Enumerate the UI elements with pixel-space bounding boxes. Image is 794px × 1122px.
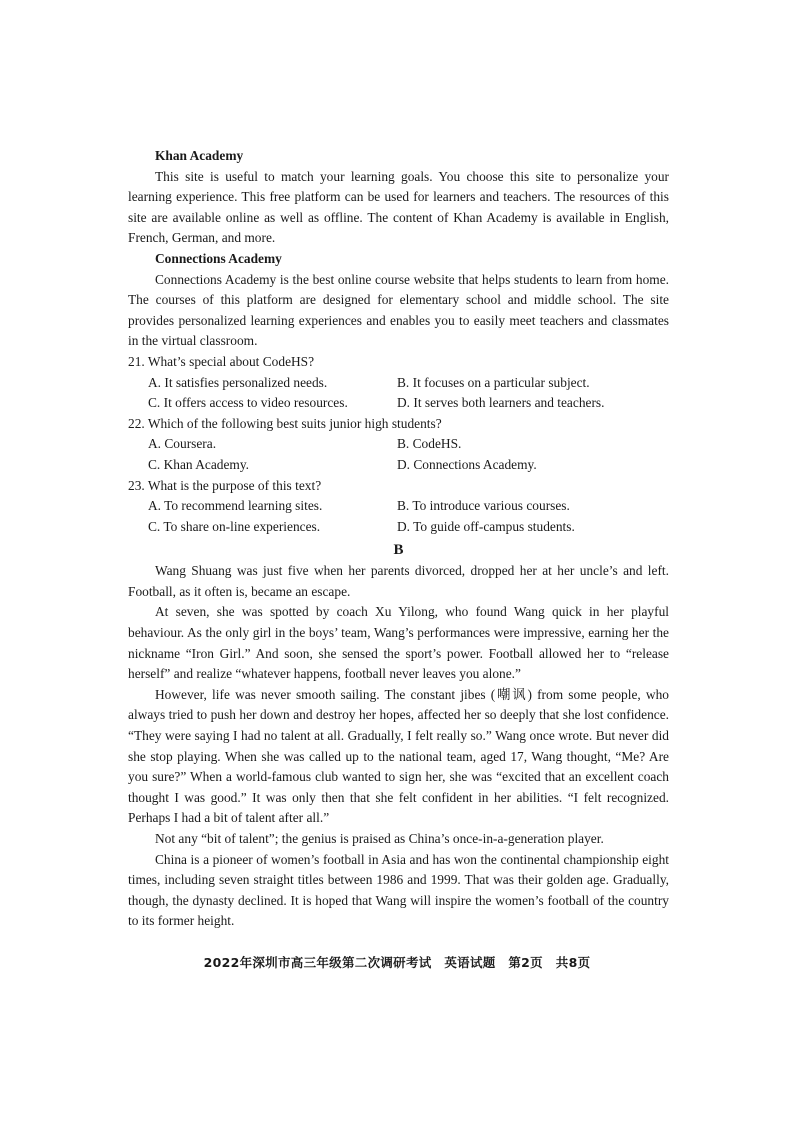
option-b: B. CodeHS. bbox=[397, 436, 462, 452]
question-21-options bbox=[128, 373, 669, 414]
section-b-label: B bbox=[393, 542, 404, 559]
option-c: C. Khan Academy. bbox=[148, 456, 250, 472]
question-23: 23. What is the purpose of this text? bbox=[128, 477, 322, 493]
section-b-paragraph: Wang Shuang was just five when her parents divorced, dropped her at her uncle’s and left. Football, as it often is, became an escape. bbox=[128, 563, 669, 599]
khan-heading: Khan Academy bbox=[155, 148, 244, 163]
connections-paragraph: Connections Academy is the best online course website that helps students to learn from home. The courses of this platform are designed for elementary school and middle school. The site provides personalized learning experiences and enables you to easily meet teachers and classmates in the virtual classroom. bbox=[128, 271, 669, 349]
option-c: C. To share on-line experiences. bbox=[148, 518, 321, 534]
section-b-paragraph: Not any “bit of talent”; the genius is praised as China’s once-in-a-generation player. bbox=[155, 831, 604, 846]
option-a: A. To recommend learning sites. bbox=[148, 498, 323, 514]
question-23-options bbox=[128, 496, 669, 537]
option-b: B. It focuses on a particular subject. bbox=[397, 374, 590, 390]
section-b-paragraph: However, life was never smooth sailing. The constant jibes (嘲讽) from some people, who always tried to push her down and destroy her hopes, affected her so deeply that she lost confidence. “They were saying I had no talent at all. Gradually, I felt really so.” Wang once wrote. But never did she stop playing. When she was called up to the national team, aged 17, Wang thought, “Me? Are you sure?” When a world-famous club wanted to sign her, she was “excited that an excellent coach thought I was good.” It was only then that she felt confident in her abilities. “I felt recognized. Perhaps I had a bit of talent after all.” bbox=[128, 686, 669, 826]
question-22: 22. Which of the following best suits junior high students? bbox=[128, 415, 442, 431]
question-22-options bbox=[128, 434, 669, 475]
option-d: D. To guide off-campus students. bbox=[397, 518, 575, 534]
page-footer: 2022年深圳市高三年级第二次调研考试 英语试题 第2页 共8页 bbox=[203, 955, 591, 970]
option-a: A. It satisfies personalized needs. bbox=[148, 374, 328, 390]
option-c: C. It offers access to video resources. bbox=[148, 395, 348, 411]
option-d: D. Connections Academy. bbox=[397, 456, 537, 472]
question-21: 21. What’s special about CodeHS? bbox=[128, 353, 315, 369]
section-b-paragraph: At seven, she was spotted by coach Xu Yilong, who found Wang quick in her playful behaviour. As the only girl in the boys’ team, Wang’s performances were impressive, earning her the nickname “Iron Girl.” And soon, she sensed the sport’s power. Football allowed her to “release herself” and realize “whatever happens, football never leaves you alone.” bbox=[128, 604, 669, 682]
option-d: D. It serves both learners and teachers. bbox=[397, 395, 605, 411]
khan-paragraph: This site is useful to match your learning goals. You choose this site to personalize your learning experience. This free platform can be used for learners and teachers. The resources of this site are available online as well as offline. The content of Khan Academy is available in English, French, German, and more. bbox=[128, 168, 669, 246]
option-b: B. To introduce various courses. bbox=[397, 498, 570, 514]
section-b-paragraph: China is a pioneer of women’s football in Asia and has won the continental championship eight times, including seven straight titles between 1986 and 1999. That was their golden age. Gradually, though, the dynasty declined. It is hoped that Wang will inspire the women’s football of the country to its former height. bbox=[128, 851, 669, 929]
page-content bbox=[128, 146, 669, 932]
option-a: A. Coursera. bbox=[148, 436, 217, 452]
connections-heading: Connections Academy bbox=[155, 250, 282, 266]
